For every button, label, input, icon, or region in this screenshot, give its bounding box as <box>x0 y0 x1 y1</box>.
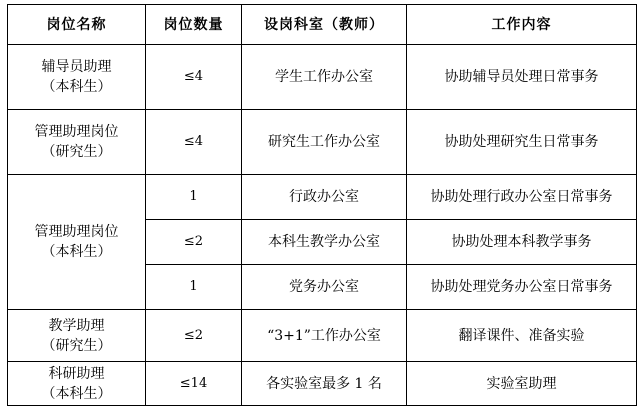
role-type: （本科生） <box>41 244 112 260</box>
office-cell: 行政办公室 <box>242 175 407 220</box>
table-row <box>8 110 637 175</box>
role-cell <box>8 110 146 175</box>
role-name: 教学助理 <box>48 317 105 334</box>
table-row <box>8 175 637 220</box>
count-cell: ≤4 <box>146 110 242 175</box>
role-cell <box>8 175 146 310</box>
header-row <box>8 5 637 45</box>
duty-cell: 协助辅导员处理日常事务 <box>407 45 637 110</box>
role-name: 管理助理岗位 <box>34 224 119 240</box>
role-type: （研究生） <box>41 337 112 354</box>
duty-cell: 协助处理本科教学事务 <box>407 220 637 265</box>
role-cell <box>8 362 146 406</box>
count-cell: ≤2 <box>146 310 242 362</box>
role-type: （研究生） <box>41 144 112 160</box>
count-cell: 1 <box>146 175 242 220</box>
role-type: （本科生） <box>41 385 112 402</box>
count-cell: ≤4 <box>146 45 242 110</box>
role-cell <box>8 45 146 110</box>
duty-cell: 实验室助理 <box>407 362 637 406</box>
role-name: 科研助理 <box>48 365 105 382</box>
office-cell: 本科生教学办公室 <box>242 220 407 265</box>
count-cell: 1 <box>146 265 242 310</box>
count-cell: ≤2 <box>146 220 242 265</box>
duty-cell: 翻译课件、准备实验 <box>407 310 637 362</box>
role-cell <box>8 310 146 362</box>
office-cell: 研究生工作办公室 <box>242 110 407 175</box>
duty-cell: 协助处理行政办公室日常事务 <box>407 175 637 220</box>
header-role: 岗位名称 <box>8 5 146 45</box>
positions-table <box>7 4 637 406</box>
role-name: 辅导员助理 <box>41 59 112 75</box>
duty-cell: 协助处理研究生日常事务 <box>407 110 637 175</box>
office-cell: “3+1”工作办公室 <box>242 310 407 362</box>
header-office: 设岗科室（教师） <box>242 5 407 45</box>
header-duty: 工作内容 <box>407 5 637 45</box>
duty-cell: 协助处理党务办公室日常事务 <box>407 265 637 310</box>
table-row <box>8 362 637 406</box>
office-cell: 党务办公室 <box>242 265 407 310</box>
header-count: 岗位数量 <box>146 5 242 45</box>
role-name: 管理助理岗位 <box>34 124 119 140</box>
table-row <box>8 45 637 110</box>
count-cell: ≤14 <box>146 362 242 406</box>
role-type: （本科生） <box>41 79 112 95</box>
office-cell: 学生工作办公室 <box>242 45 407 110</box>
office-cell: 各实验室最多 1 名 <box>242 362 407 406</box>
table-row <box>8 310 637 362</box>
